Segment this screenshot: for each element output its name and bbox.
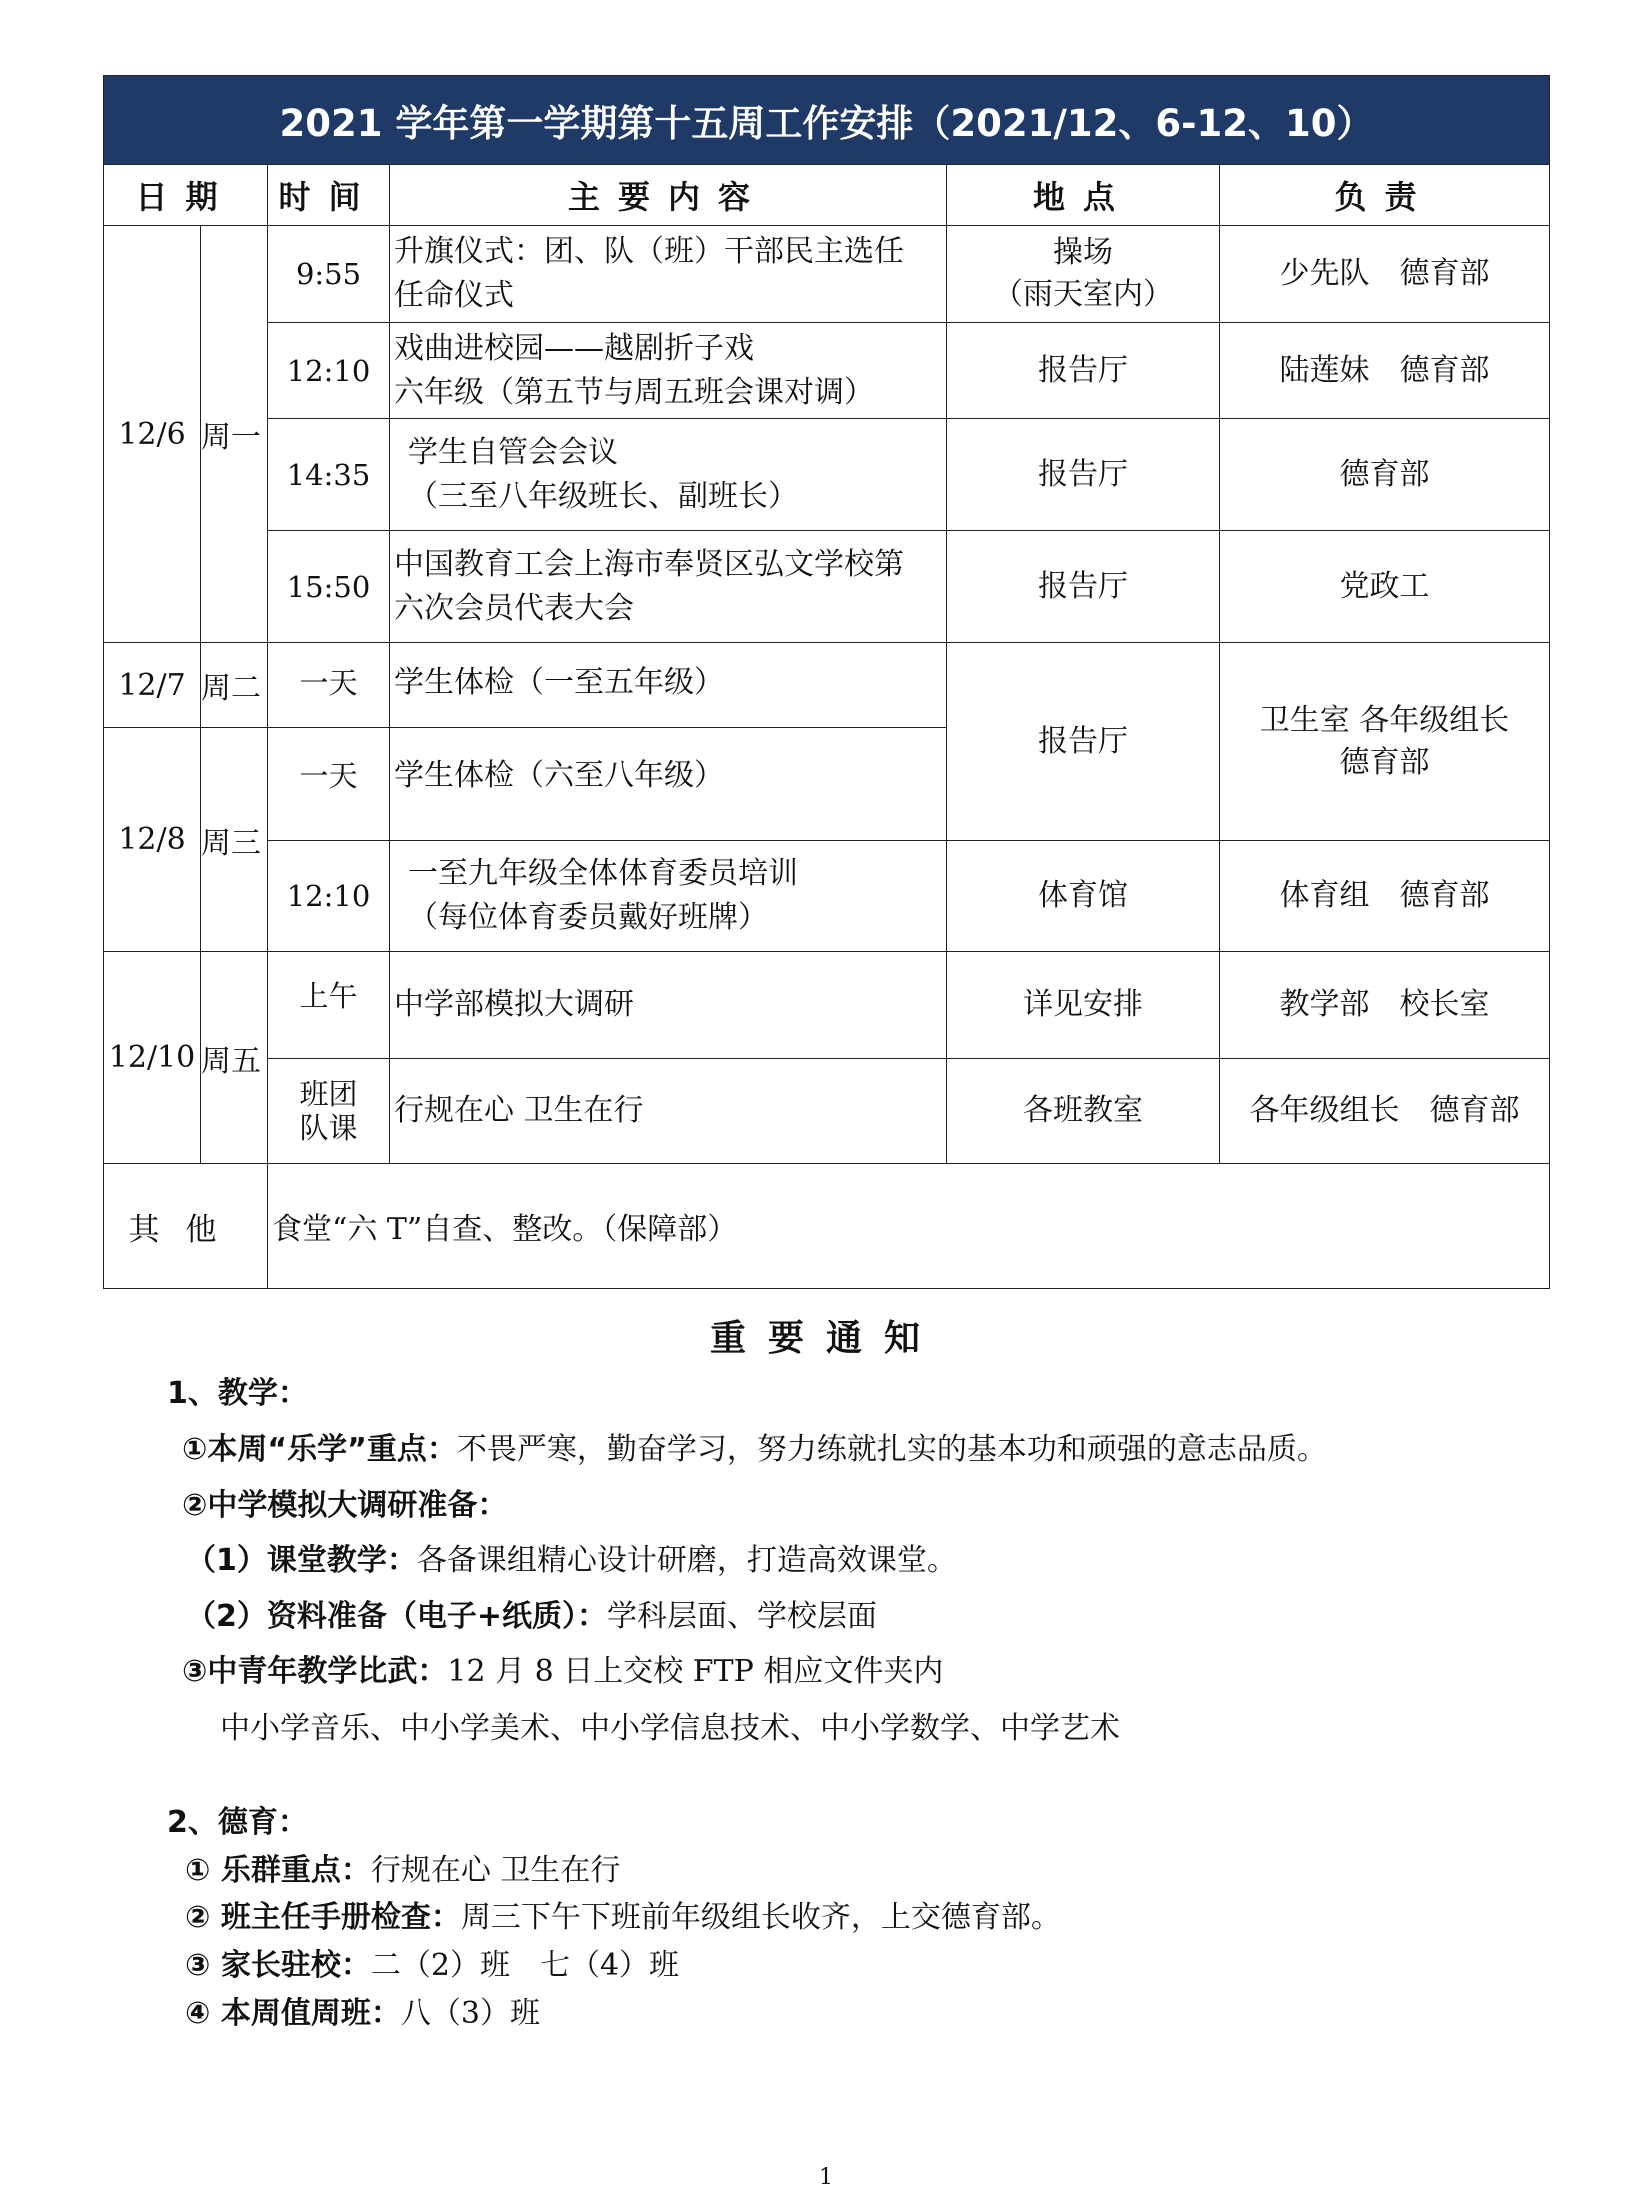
- content-cell: 一至九年级全体体育委员培训 （每位体育委员戴好班牌）: [390, 841, 947, 952]
- time-cell: 15:50: [268, 531, 390, 643]
- owner-cell: 体育组 德育部: [1220, 841, 1550, 952]
- weekday-cell: 周五: [201, 952, 268, 1164]
- teaching-heading: 1、教学：: [167, 1376, 308, 1411]
- content-cell: 行规在心 卫生在行: [390, 1059, 947, 1164]
- header-place: 地点: [947, 165, 1220, 226]
- date-cell: 12/6: [104, 226, 201, 643]
- schedule-sheet: [103, 75, 1549, 1289]
- header-owner: 负责: [1220, 165, 1550, 226]
- table-row: [104, 841, 1550, 952]
- place-cell: 报告厅: [947, 419, 1220, 531]
- table-row: [104, 643, 1550, 728]
- place-cell: 操场 （雨天室内）: [947, 226, 1220, 323]
- place-cell: 报告厅: [947, 643, 1220, 841]
- header-date: 日期: [104, 165, 268, 226]
- time-cell: 上午: [268, 952, 390, 1059]
- moral-item-2: ② 班主任手册检查：周三下午下班前年级组长收齐，上交德育部。: [185, 1900, 1061, 1935]
- time-cell: 14:35: [268, 419, 390, 531]
- table-row: [104, 226, 1550, 323]
- header-content: 主要内容: [390, 165, 947, 226]
- time-cell: 一天: [268, 643, 390, 728]
- content-cell: 学生自管会会议 （三至八年级班长、副班长）: [390, 419, 947, 531]
- place-cell: 体育馆: [947, 841, 1220, 952]
- teaching-sub-1: （1）课堂教学：各备课组精心设计研磨，打造高效课堂。: [186, 1543, 957, 1578]
- other-label: 其他: [104, 1164, 268, 1289]
- table-row: [104, 419, 1550, 531]
- owner-cell: 德育部: [1220, 419, 1550, 531]
- table-row: [104, 1059, 1550, 1164]
- owner-cell: 卫生室 各年级组长 德育部: [1220, 643, 1550, 841]
- content-cell: 学生体检（一至五年级）: [390, 643, 947, 728]
- time-cell: 班团 队课: [268, 1059, 390, 1164]
- moral-item-4: ④ 本周值周班：八（3）班: [185, 1996, 540, 2031]
- place-cell: 各班教室: [947, 1059, 1220, 1164]
- table-row: [104, 1164, 1550, 1289]
- schedule-table: [103, 75, 1550, 1289]
- weekday-cell: 周三: [201, 728, 268, 952]
- place-cell: 报告厅: [947, 531, 1220, 643]
- moral-heading: 2、德育：: [167, 1805, 308, 1840]
- header-time: 时间: [268, 165, 390, 226]
- weekday-cell: 周二: [201, 643, 268, 728]
- owner-cell: 少先队 德育部: [1220, 226, 1550, 323]
- teaching-item-3-subjects: 中小学音乐、中小学美术、中小学信息技术、中小学数学、中学艺术: [220, 1711, 1120, 1746]
- table-row: [104, 323, 1550, 419]
- owner-cell: 陆莲妹 德育部: [1220, 323, 1550, 419]
- owner-cell: 党政工: [1220, 531, 1550, 643]
- weekday-cell: 周一: [201, 226, 268, 643]
- notices-section: [103, 1310, 1549, 1377]
- place-cell: 详见安排: [947, 952, 1220, 1059]
- notices-title: 重要通知: [709, 1318, 942, 1359]
- teaching-item-3: ③中青年教学比武：12 月 8 日上交校 FTP 相应文件夹内: [182, 1654, 944, 1689]
- page-number: 1: [819, 2165, 833, 2190]
- time-cell: 12:10: [268, 841, 390, 952]
- other-text: 食堂“六 T”自查、整改。（保障部）: [268, 1164, 1550, 1289]
- date-cell: 12/8: [104, 728, 201, 952]
- owner-cell: 教学部 校长室: [1220, 952, 1550, 1059]
- time-cell: 一天: [268, 728, 390, 841]
- moral-item-3: ③ 家长驻校：二（2）班 七（4）班: [185, 1948, 680, 1983]
- content-cell: 戏曲进校园——越剧折子戏 六年级（第五节与周五班会课对调）: [390, 323, 947, 419]
- owner-cell: 各年级组长 德育部: [1220, 1059, 1550, 1164]
- moral-item-1: ① 乐群重点：行规在心 卫生在行: [185, 1853, 621, 1888]
- content-cell: 中学部模拟大调研: [390, 952, 947, 1059]
- time-cell: 9:55: [268, 226, 390, 323]
- place-cell: 报告厅: [947, 323, 1220, 419]
- content-cell: 学生体检（六至八年级）: [390, 728, 947, 841]
- teaching-sub-2: （2）资料准备（电子+纸质）：学科层面、学校层面: [186, 1599, 878, 1634]
- teaching-item-2: ②中学模拟大调研准备：: [182, 1488, 508, 1523]
- date-cell: 12/7: [104, 643, 201, 728]
- time-cell: 12:10: [268, 323, 390, 419]
- schedule-title: 2021 学年第一学期第十五周工作安排（2021/12、6-12、10）: [104, 76, 1550, 165]
- table-row: [104, 952, 1550, 1059]
- date-cell: 12/10: [104, 952, 201, 1164]
- teaching-item-1: ①本周“乐学”重点：不畏严寒，勤奋学习，努力练就扎实的基本功和顽强的意志品质。: [182, 1432, 1327, 1467]
- content-cell: 升旗仪式：团、队（班）干部民主选任 任命仪式: [390, 226, 947, 323]
- content-cell: 中国教育工会上海市奉贤区弘文学校第 六次会员代表大会: [390, 531, 947, 643]
- table-row: [104, 531, 1550, 643]
